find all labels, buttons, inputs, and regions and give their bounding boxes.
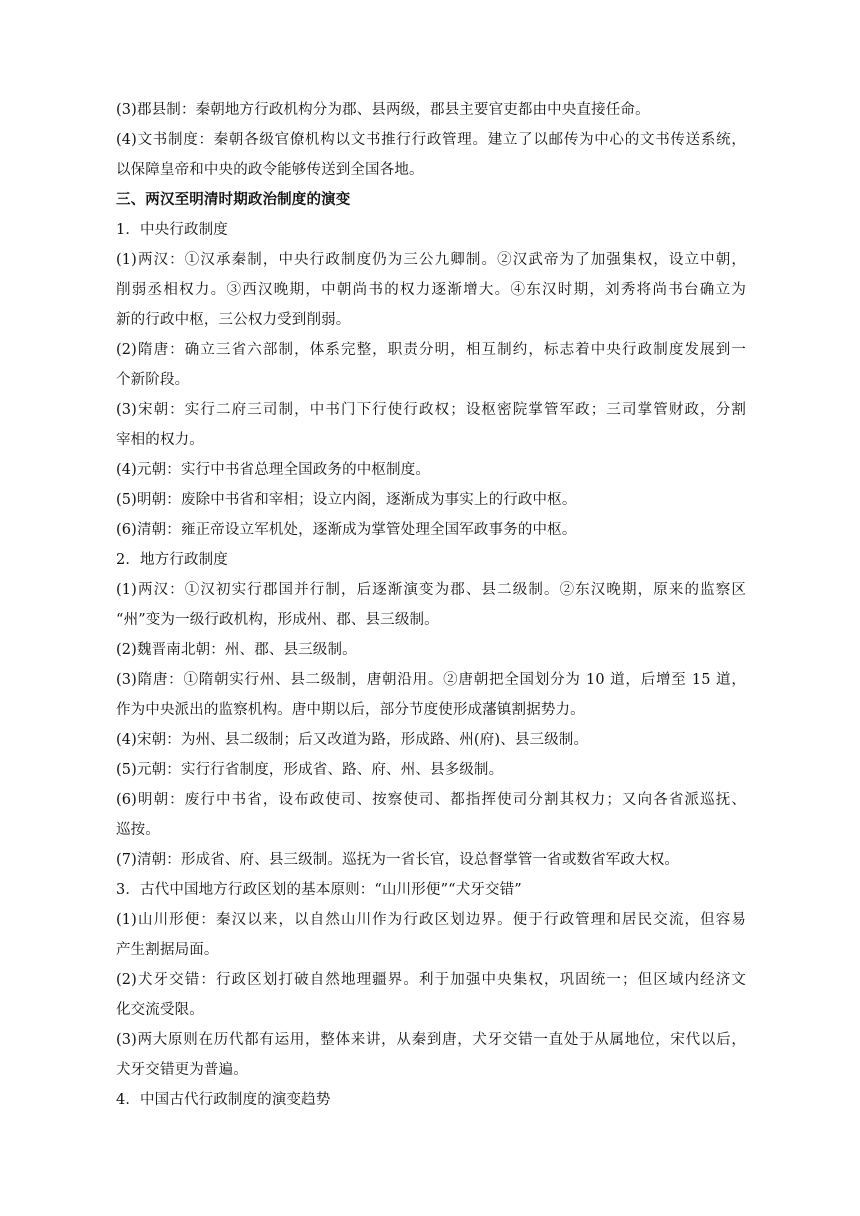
subsection-heading: 1．中央行政制度 <box>116 222 228 238</box>
text-line: (3)隋唐：①隋朝实行州、县二级制，唐朝沿用。②唐朝把全国划分为 10 道，后增至 15 道， <box>116 672 746 688</box>
text-line: 作为中央派出的监察机构。唐中期以后，部分节度使形成藩镇割据势力。 <box>116 702 585 718</box>
text-line: 个新阶段。 <box>116 372 190 388</box>
text-line: 巡按。 <box>116 822 160 838</box>
text-line: (6)清朝：雍正帝设立军机处，逐渐成为掌管处理全国军政事务的中枢。 <box>116 522 577 538</box>
text-line: (1)两汉：①汉初实行郡国并行制，后逐渐演变为郡、县二级制。②东汉晚期，原来的监察区 <box>116 582 746 598</box>
text-line: (3)两大原则在历代都有运用，整体来讲，从秦到唐，犬牙交错一直处于从属地位，宋代以后， <box>116 1032 746 1048</box>
text-line: 产生割据局面。 <box>116 942 219 958</box>
text-line: (4)元朝：实行中书省总理全国政务的中枢制度。 <box>116 462 430 478</box>
text-line: 犬牙交错更为普遍。 <box>116 1062 248 1078</box>
text-line: (7)清朝：形成省、府、县三级制。巡抚为一省长官，设总督掌管一省或数省军政大权。 <box>116 852 680 868</box>
section-heading: 三、两汉至明清时期政治制度的演变 <box>116 192 351 208</box>
text-line: “州”变为一级行政机构，形成州、郡、县三级制。 <box>116 612 439 628</box>
text-line: (6)明朝：废行中书省，设布政使司、按察使司、都指挥使司分割其权力；又向各省派巡抚、 <box>116 792 746 808</box>
text-line: (5)明朝：废除中书省和宰相；设立内阁，逐渐成为事实上的行政中枢。 <box>116 492 577 508</box>
text-line: (2)魏晋南北朝：州、郡、县三级制。 <box>116 642 357 658</box>
subsection-heading: 4．中国古代行政制度的演变趋势 <box>116 1092 331 1108</box>
document-page <box>116 100 746 1120</box>
text-line: (3)郡县制：秦朝地方行政机构分为郡、县两级，郡县主要官吏都由中央直接任命。 <box>116 102 650 118</box>
text-line: 新的行政中枢，三公权力受到削弱。 <box>116 312 351 328</box>
text-line: (4)宋朝：为州、县二级制；后又改道为路，形成路、州(府)、县三级制。 <box>116 732 589 748</box>
text-line: 削弱丞相权力。③西汉晚期，中朝尚书的权力逐渐增大。④东汉时期，刘秀将尚书台确立为 <box>116 282 746 298</box>
text-line: (4)文书制度：秦朝各级官僚机构以文书推行行政管理。建立了以邮传为中心的文书传送系统， <box>116 132 746 148</box>
subsection-heading: 2．地方行政制度 <box>116 552 228 568</box>
text-line: 化交流受限。 <box>116 1002 204 1018</box>
text-line: (2)犬牙交错：行政区划打破自然地理疆界。利于加强中央集权，巩固统一；但区域内经济文 <box>116 972 746 988</box>
subsection-heading: 3．古代中国地方行政区划的基本原则：“山川形便”“犬牙交错” <box>116 882 522 898</box>
text-line: (3)宋朝：实行二府三司制，中书门下行使行政权；设枢密院掌管军政；三司掌管财政，分割 <box>116 402 746 418</box>
text-line: (5)元朝：实行行省制度，形成省、路、府、州、县多级制。 <box>116 762 504 778</box>
text-line: 宰相的权力。 <box>116 432 204 448</box>
text-line: (1)两汉：①汉承秦制，中央行政制度仍为三公九卿制。②汉武帝为了加强集权，设立中朝， <box>116 252 746 268</box>
text-line: 以保障皇帝和中央的政令能够传送到全国各地。 <box>116 162 424 178</box>
text-line: (1)山川形便：秦汉以来，以自然山川作为行政区划边界。便于行政管理和居民交流，但容易 <box>116 912 746 928</box>
text-line: (2)隋唐：确立三省六部制，体系完整，职责分明，相互制约，标志着中央行政制度发展到一 <box>116 342 746 358</box>
